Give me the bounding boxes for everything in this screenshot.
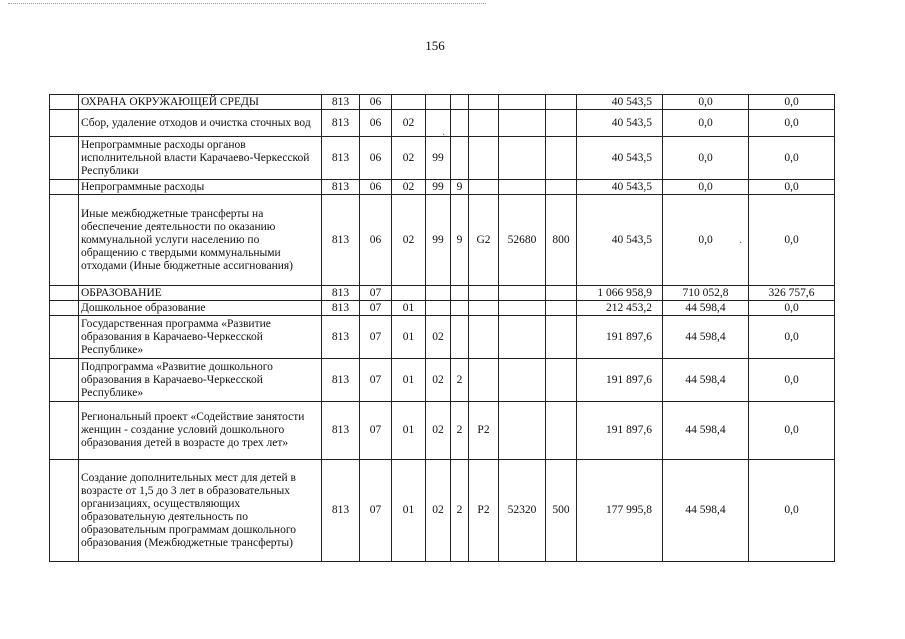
amount-year-1: 1 066 958,9 bbox=[577, 286, 663, 301]
code-subprogram bbox=[451, 286, 469, 301]
code-section: 07 bbox=[360, 460, 392, 562]
code-ministry: 813 bbox=[322, 110, 360, 137]
code-subprogram: 9 bbox=[451, 180, 469, 195]
amount-year-1: 191 897,6 bbox=[577, 402, 663, 460]
amount-year-3: 0,0 bbox=[749, 460, 835, 562]
amount-year-2: 44 598,4 bbox=[663, 301, 749, 316]
row-name: Региональный проект «Содействие занятости женщин - создание условий дошкольного образования детей в возрасте до трех лет» bbox=[79, 402, 322, 460]
table-row bbox=[50, 180, 835, 195]
code-ministry: 813 bbox=[322, 402, 360, 460]
code-subsection: 01 bbox=[392, 316, 426, 359]
code-ministry: 813 bbox=[322, 460, 360, 562]
code-section: 06 bbox=[360, 195, 392, 286]
amount-year-1: 191 897,6 bbox=[577, 359, 663, 402]
code-subprogram bbox=[451, 110, 469, 137]
row-name: Непрограммные расходы органов исполнительной власти Карачаево-Черкесской Республики bbox=[79, 137, 322, 180]
code-program bbox=[426, 286, 451, 301]
code-program: 02 bbox=[426, 402, 451, 460]
code-ministry: 813 bbox=[322, 180, 360, 195]
amount-year-1: 40 543,5 bbox=[577, 180, 663, 195]
row-margin-cell bbox=[50, 137, 79, 180]
code-subprogram: 2 bbox=[451, 402, 469, 460]
code-subprogram: 2 bbox=[451, 359, 469, 402]
code-project bbox=[469, 359, 499, 402]
code-subprogram bbox=[451, 316, 469, 359]
amount-year-3: 326 757,6 bbox=[749, 286, 835, 301]
code-direction bbox=[499, 301, 546, 316]
table-row bbox=[50, 195, 835, 286]
row-name: Иные межбюджетные трансферты на обеспечение деятельности по оказанию коммунальной услуги населению по обращению с твердыми коммунальными отходами (Иные бюджетные ассигнования) bbox=[79, 195, 322, 286]
row-name: Создание дополнительных мест для детей в возрасте от 1,5 до 3 лет в образовательных организациях, осуществляющих образовательную деятельность по образовательным программам дошкольного образования (Межбюджетные трансферты) bbox=[79, 460, 322, 562]
code-expense-type bbox=[546, 359, 577, 402]
row-name: Государственная программа «Развитие образования в Карачаево-Черкесской Республике» bbox=[79, 316, 322, 359]
row-margin-cell bbox=[50, 316, 79, 359]
code-program: 02 bbox=[426, 359, 451, 402]
amount-year-2: 44 598,4 bbox=[663, 316, 749, 359]
table-row bbox=[50, 301, 835, 316]
code-subsection bbox=[392, 286, 426, 301]
code-program: 02 bbox=[426, 316, 451, 359]
code-subsection: 01 bbox=[392, 359, 426, 402]
code-subsection: 01 bbox=[392, 460, 426, 562]
code-subsection: 02 bbox=[392, 137, 426, 180]
amount-year-3: 0,0 bbox=[749, 195, 835, 286]
code-direction bbox=[499, 316, 546, 359]
code-expense-type bbox=[546, 180, 577, 195]
code-expense-type bbox=[546, 137, 577, 180]
code-project: P2 bbox=[469, 402, 499, 460]
row-margin-cell bbox=[50, 286, 79, 301]
code-section: 06 bbox=[360, 137, 392, 180]
amount-year-1: 177 995,8 bbox=[577, 460, 663, 562]
table-body bbox=[50, 95, 835, 562]
code-section: 06 bbox=[360, 180, 392, 195]
code-program bbox=[426, 110, 451, 137]
code-ministry: 813 bbox=[322, 137, 360, 180]
code-program: 99 bbox=[426, 195, 451, 286]
code-program bbox=[426, 301, 451, 316]
code-project bbox=[469, 286, 499, 301]
amount-year-1: 40 543,5 bbox=[577, 137, 663, 180]
code-subprogram bbox=[451, 301, 469, 316]
row-margin-cell bbox=[50, 110, 79, 137]
amount-year-2: 0,0 bbox=[663, 95, 749, 110]
amount-year-1: 40 543,5 bbox=[577, 195, 663, 286]
page-number: 156 bbox=[425, 38, 445, 53]
scan-dot: · bbox=[442, 130, 446, 141]
amount-year-2: 44 598,4 bbox=[663, 402, 749, 460]
code-direction bbox=[499, 95, 546, 110]
code-direction bbox=[499, 286, 546, 301]
code-subsection: 01 bbox=[392, 402, 426, 460]
code-ministry: 813 bbox=[322, 286, 360, 301]
amount-year-2: 0,0 bbox=[663, 195, 749, 286]
amount-year-3: 0,0 bbox=[749, 316, 835, 359]
code-direction bbox=[499, 359, 546, 402]
amount-year-1: 191 897,6 bbox=[577, 316, 663, 359]
code-section: 07 bbox=[360, 402, 392, 460]
row-margin-cell bbox=[50, 460, 79, 562]
code-subsection: 02 bbox=[392, 180, 426, 195]
code-subsection bbox=[392, 95, 426, 110]
code-ministry: 813 bbox=[322, 359, 360, 402]
row-name: Сбор, удаление отходов и очистка сточных вод bbox=[79, 110, 322, 137]
amount-year-2: 0,0 bbox=[663, 137, 749, 180]
amount-year-3: 0,0 bbox=[749, 359, 835, 402]
table-row bbox=[50, 402, 835, 460]
amount-year-3: 0,0 bbox=[749, 402, 835, 460]
code-direction bbox=[499, 110, 546, 137]
row-margin-cell bbox=[50, 359, 79, 402]
code-project: G2 bbox=[469, 195, 499, 286]
amount-year-1: 40 543,5 bbox=[577, 110, 663, 137]
code-subprogram: 9 bbox=[451, 195, 469, 286]
scan-dot: · bbox=[739, 238, 743, 249]
amount-year-1: 40 543,5 bbox=[577, 95, 663, 110]
code-expense-type: 500 bbox=[546, 460, 577, 562]
code-subprogram: 2 bbox=[451, 460, 469, 562]
code-expense-type bbox=[546, 316, 577, 359]
table-row bbox=[50, 460, 835, 562]
code-subsection: 02 bbox=[392, 110, 426, 137]
amount-year-2: 44 598,4 bbox=[663, 460, 749, 562]
table-row bbox=[50, 359, 835, 402]
code-expense-type: 800 bbox=[546, 195, 577, 286]
row-margin-cell bbox=[50, 195, 79, 286]
code-expense-type bbox=[546, 110, 577, 137]
amount-year-3: 0,0 bbox=[749, 180, 835, 195]
amount-year-3: 0,0 bbox=[749, 110, 835, 137]
amount-year-1: 212 453,2 bbox=[577, 301, 663, 316]
budget-table bbox=[49, 94, 835, 562]
code-expense-type bbox=[546, 95, 577, 110]
code-subsection: 01 bbox=[392, 301, 426, 316]
code-program bbox=[426, 95, 451, 110]
code-project bbox=[469, 301, 499, 316]
code-direction bbox=[499, 137, 546, 180]
code-ministry: 813 bbox=[322, 301, 360, 316]
table-row bbox=[50, 286, 835, 301]
row-name: Непрограммные расходы bbox=[79, 180, 322, 195]
row-margin-cell bbox=[50, 95, 79, 110]
amount-year-2: 0,0 bbox=[663, 180, 749, 195]
code-section: 06 bbox=[360, 95, 392, 110]
code-ministry: 813 bbox=[322, 95, 360, 110]
table-row bbox=[50, 95, 835, 110]
code-subprogram bbox=[451, 137, 469, 180]
row-margin-cell bbox=[50, 180, 79, 195]
code-section: 07 bbox=[360, 359, 392, 402]
scan-artifact-line bbox=[8, 3, 486, 4]
row-name: ОХРАНА ОКРУЖАЮЩЕЙ СРЕДЫ bbox=[79, 95, 322, 110]
code-subprogram bbox=[451, 95, 469, 110]
code-project: P2 bbox=[469, 460, 499, 562]
table-row bbox=[50, 137, 835, 180]
row-name: ОБРАЗОВАНИЕ bbox=[79, 286, 322, 301]
code-section: 06 bbox=[360, 110, 392, 137]
code-section: 07 bbox=[360, 316, 392, 359]
amount-year-2: 44 598,4 bbox=[663, 359, 749, 402]
code-program: 02 bbox=[426, 460, 451, 562]
row-name: Дошкольное образование bbox=[79, 301, 322, 316]
code-project bbox=[469, 180, 499, 195]
code-project bbox=[469, 95, 499, 110]
row-margin-cell bbox=[50, 402, 79, 460]
amount-year-3: 0,0 bbox=[749, 301, 835, 316]
row-margin-cell bbox=[50, 301, 79, 316]
code-direction bbox=[499, 402, 546, 460]
code-expense-type bbox=[546, 286, 577, 301]
code-project bbox=[469, 316, 499, 359]
code-expense-type bbox=[546, 301, 577, 316]
code-section: 07 bbox=[360, 286, 392, 301]
code-project bbox=[469, 137, 499, 180]
code-direction: 52320 bbox=[499, 460, 546, 562]
amount-year-2: 0,0 bbox=[663, 110, 749, 137]
code-program: 99 bbox=[426, 137, 451, 180]
code-ministry: 813 bbox=[322, 195, 360, 286]
row-name: Подпрограмма «Развитие дошкольного образования в Карачаево-Черкесской Республике» bbox=[79, 359, 322, 402]
code-direction bbox=[499, 180, 546, 195]
table-row bbox=[50, 316, 835, 359]
code-subsection: 02 bbox=[392, 195, 426, 286]
amount-year-2: 710 052,8 bbox=[663, 286, 749, 301]
code-ministry: 813 bbox=[322, 316, 360, 359]
code-direction: 52680 bbox=[499, 195, 546, 286]
amount-year-3: 0,0 bbox=[749, 137, 835, 180]
code-expense-type bbox=[546, 402, 577, 460]
code-project bbox=[469, 110, 499, 137]
code-section: 07 bbox=[360, 301, 392, 316]
code-program: 99 bbox=[426, 180, 451, 195]
amount-year-3: 0,0 bbox=[749, 95, 835, 110]
